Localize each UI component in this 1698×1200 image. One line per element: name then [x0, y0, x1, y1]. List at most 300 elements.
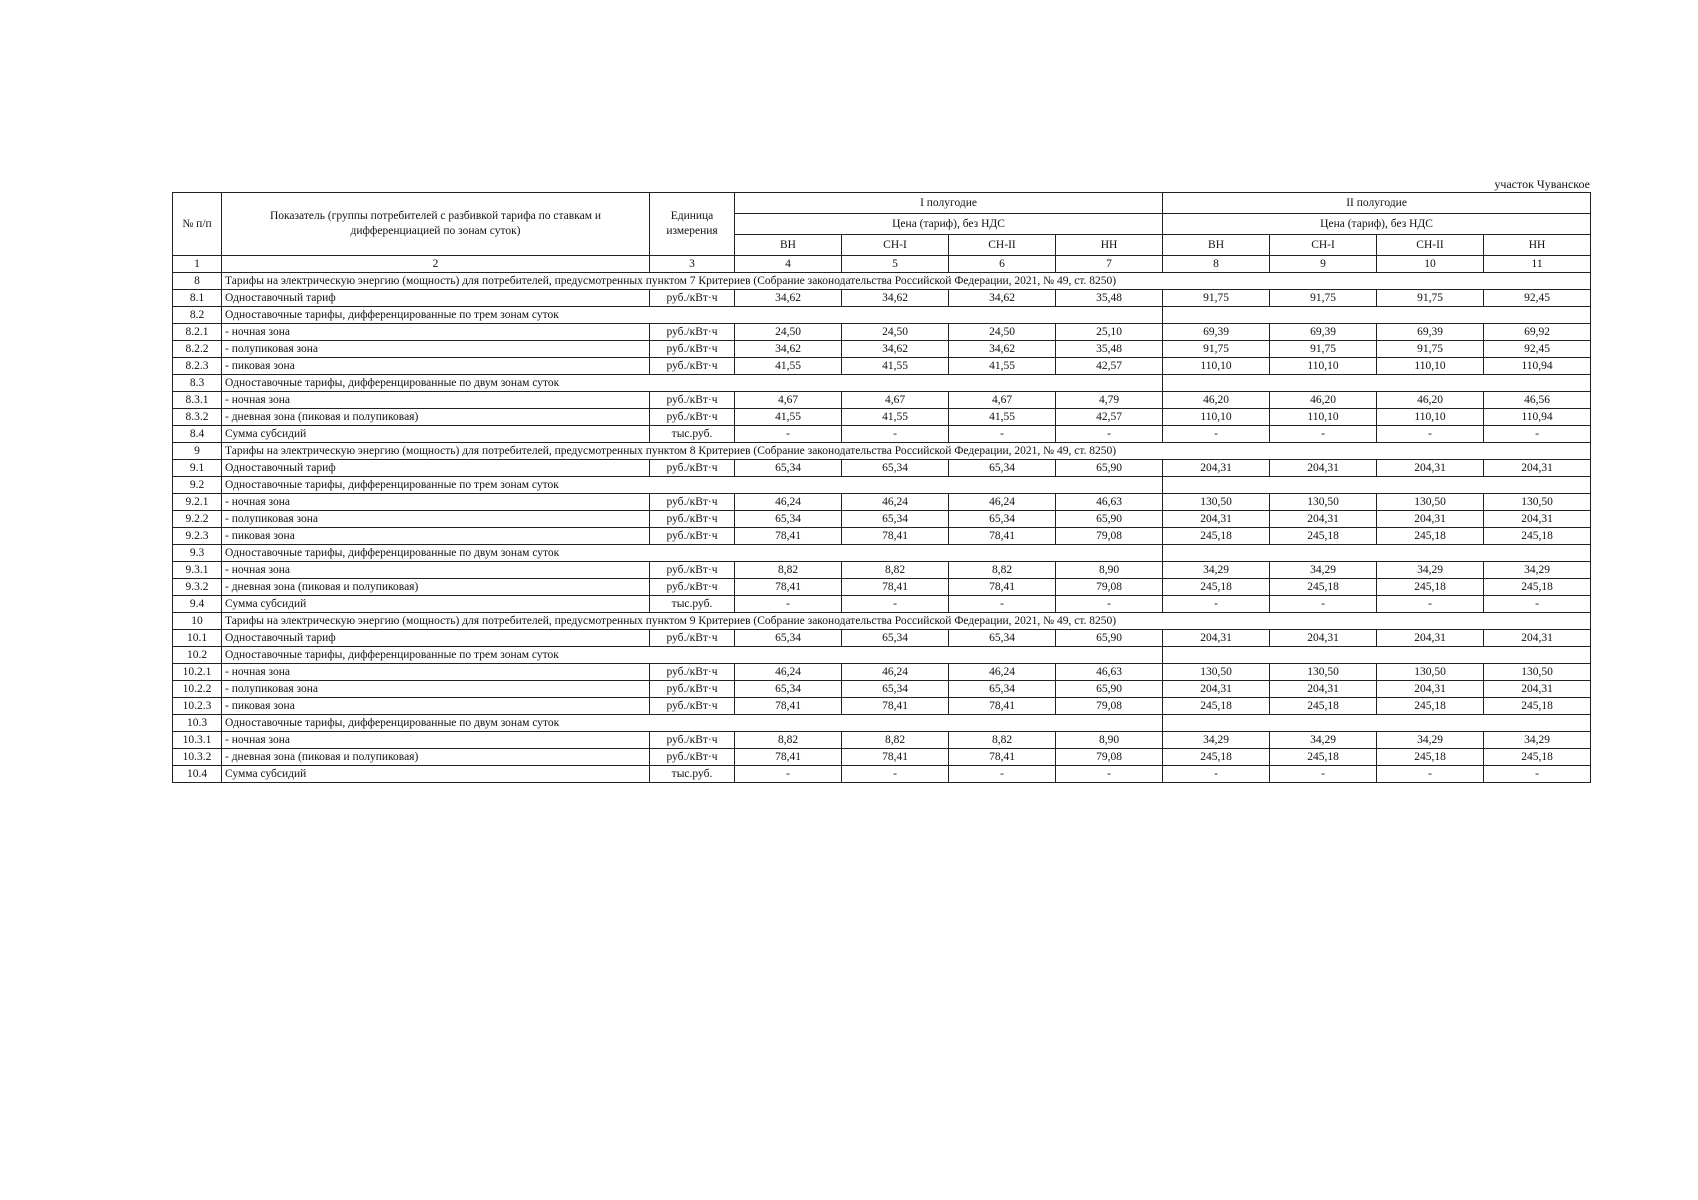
value-cell: 204,31 [1484, 681, 1591, 698]
value-cell: - [949, 426, 1056, 443]
value-cell: 34,29 [1163, 562, 1270, 579]
value-cell: 46,24 [842, 664, 949, 681]
row-label: - дневная зона (пиковая и полупиковая) [222, 749, 650, 766]
value-cell: - [1270, 596, 1377, 613]
value-cell: - [1163, 766, 1270, 783]
value-cell: 245,18 [1377, 528, 1484, 545]
value-cell: 65,34 [949, 511, 1056, 528]
value-cell: - [735, 426, 842, 443]
value-cell: - [735, 766, 842, 783]
value-cell: 78,41 [949, 749, 1056, 766]
table-body [173, 273, 1591, 783]
row-unit: руб./кВт·ч [650, 579, 735, 596]
value-cell: 204,31 [1163, 681, 1270, 698]
column-number: 10 [1377, 256, 1484, 273]
group-row [173, 307, 1591, 324]
table-row [173, 664, 1591, 681]
row-label: - дневная зона (пиковая и полупиковая) [222, 409, 650, 426]
table-row [173, 290, 1591, 307]
value-cell: - [1377, 766, 1484, 783]
value-cell: - [842, 426, 949, 443]
row-unit: руб./кВт·ч [650, 494, 735, 511]
row-unit: руб./кВт·ч [650, 698, 735, 715]
value-cell: 78,41 [735, 528, 842, 545]
value-cell: 91,75 [1163, 341, 1270, 358]
value-cell: 46,63 [1056, 494, 1163, 511]
value-cell: 91,75 [1270, 290, 1377, 307]
value-cell: 78,41 [842, 749, 949, 766]
value-cell: 41,55 [949, 358, 1056, 375]
empty-cell [1163, 307, 1591, 324]
row-unit: руб./кВт·ч [650, 358, 735, 375]
row-unit: руб./кВт·ч [650, 392, 735, 409]
header-level: СН-I [1270, 235, 1377, 256]
value-cell: 46,24 [735, 494, 842, 511]
row-number: 9.2.3 [173, 528, 222, 545]
value-cell: 204,31 [1484, 460, 1591, 477]
value-cell: 65,90 [1056, 681, 1163, 698]
header-num: № п/п [173, 193, 222, 256]
table-row [173, 426, 1591, 443]
row-label: - ночная зона [222, 324, 650, 341]
value-cell: 204,31 [1377, 630, 1484, 647]
table-row [173, 392, 1591, 409]
value-cell: 110,94 [1484, 358, 1591, 375]
value-cell: 245,18 [1484, 579, 1591, 596]
value-cell: - [842, 596, 949, 613]
row-label: - ночная зона [222, 664, 650, 681]
row-label: Тарифы на электрическую энергию (мощность) для потребителей, предусмотренных пунктом 8 Критериев (Собрание законодательства Российской Федерации, 2021, № 49, ст. 8250) [222, 443, 1591, 460]
value-cell: 79,08 [1056, 579, 1163, 596]
value-cell: 34,62 [735, 341, 842, 358]
value-cell: 245,18 [1163, 528, 1270, 545]
value-cell: 65,34 [735, 511, 842, 528]
value-cell: 204,31 [1377, 460, 1484, 477]
row-label: Одноставочные тарифы, дифференцированные по двум зонам суток [222, 375, 1163, 392]
row-label: Сумма субсидий [222, 426, 650, 443]
value-cell: - [842, 766, 949, 783]
row-number: 9.2 [173, 477, 222, 494]
value-cell: 204,31 [1270, 460, 1377, 477]
row-number: 9.3 [173, 545, 222, 562]
value-cell: - [1270, 766, 1377, 783]
column-number: 8 [1163, 256, 1270, 273]
value-cell: 65,90 [1056, 630, 1163, 647]
row-number: 10.1 [173, 630, 222, 647]
value-cell: 46,24 [842, 494, 949, 511]
row-unit: руб./кВт·ч [650, 732, 735, 749]
column-number: 1 [173, 256, 222, 273]
value-cell: 204,31 [1377, 511, 1484, 528]
value-cell: 34,29 [1270, 732, 1377, 749]
value-cell: - [1484, 596, 1591, 613]
value-cell: 245,18 [1163, 749, 1270, 766]
header-price-2: Цена (тариф), без НДС [1163, 214, 1591, 235]
empty-cell [1163, 715, 1591, 732]
value-cell: 130,50 [1484, 664, 1591, 681]
value-cell: 4,79 [1056, 392, 1163, 409]
value-cell: 78,41 [735, 579, 842, 596]
row-number: 8.2 [173, 307, 222, 324]
value-cell: 34,62 [842, 341, 949, 358]
header-level: НН [1056, 235, 1163, 256]
row-label: - полупиковая зона [222, 341, 650, 358]
row-label: Одноставочные тарифы, дифференцированные по трем зонам суток [222, 477, 1163, 494]
value-cell: 78,41 [949, 698, 1056, 715]
value-cell: 65,34 [949, 460, 1056, 477]
table-row [173, 596, 1591, 613]
value-cell: 110,94 [1484, 409, 1591, 426]
value-cell: 34,29 [1163, 732, 1270, 749]
value-cell: 4,67 [949, 392, 1056, 409]
value-cell: 245,18 [1270, 749, 1377, 766]
row-label: Сумма субсидий [222, 596, 650, 613]
value-cell: 110,10 [1270, 409, 1377, 426]
value-cell: 34,29 [1484, 562, 1591, 579]
value-cell: 34,29 [1377, 732, 1484, 749]
row-number: 9.3.1 [173, 562, 222, 579]
value-cell: 4,67 [842, 392, 949, 409]
value-cell: 42,57 [1056, 409, 1163, 426]
value-cell: 245,18 [1270, 528, 1377, 545]
value-cell: 65,34 [735, 630, 842, 647]
value-cell: 130,50 [1377, 494, 1484, 511]
value-cell: 4,67 [735, 392, 842, 409]
row-unit: руб./кВт·ч [650, 341, 735, 358]
value-cell: 46,63 [1056, 664, 1163, 681]
row-number: 8.1 [173, 290, 222, 307]
row-number: 10.3.1 [173, 732, 222, 749]
value-cell: 65,34 [949, 630, 1056, 647]
table-row [173, 630, 1591, 647]
value-cell: 78,41 [842, 579, 949, 596]
group-row [173, 715, 1591, 732]
value-cell: 34,29 [1484, 732, 1591, 749]
value-cell: 46,24 [949, 494, 1056, 511]
row-number: 8.3 [173, 375, 222, 392]
row-label: - пиковая зона [222, 698, 650, 715]
row-number: 9.2.1 [173, 494, 222, 511]
table-row [173, 732, 1591, 749]
value-cell: 65,34 [842, 681, 949, 698]
column-number: 4 [735, 256, 842, 273]
value-cell: 204,31 [1270, 630, 1377, 647]
value-cell: - [1377, 426, 1484, 443]
value-cell: 78,41 [949, 579, 1056, 596]
value-cell: 110,10 [1270, 358, 1377, 375]
row-number: 10 [173, 613, 222, 630]
value-cell: 65,34 [842, 460, 949, 477]
table-header [173, 193, 1591, 273]
row-label: - полупиковая зона [222, 681, 650, 698]
row-number: 10.2.3 [173, 698, 222, 715]
header-level: СН-II [949, 235, 1056, 256]
row-label: Одноставочные тарифы, дифференцированные по трем зонам суток [222, 307, 1163, 324]
value-cell: - [1484, 766, 1591, 783]
header-price-1: Цена (тариф), без НДС [735, 214, 1163, 235]
row-number: 10.4 [173, 766, 222, 783]
value-cell: 245,18 [1270, 579, 1377, 596]
row-number: 9.3.2 [173, 579, 222, 596]
value-cell: 65,34 [735, 681, 842, 698]
row-number: 10.3 [173, 715, 222, 732]
value-cell: 130,50 [1163, 664, 1270, 681]
row-label: - дневная зона (пиковая и полупиковая) [222, 579, 650, 596]
value-cell: - [1163, 596, 1270, 613]
value-cell: 69,92 [1484, 324, 1591, 341]
value-cell: 79,08 [1056, 698, 1163, 715]
value-cell: 8,82 [735, 732, 842, 749]
value-cell: 78,41 [949, 528, 1056, 545]
group-row [173, 375, 1591, 392]
value-cell: 78,41 [842, 698, 949, 715]
row-number: 9.1 [173, 460, 222, 477]
value-cell: 65,34 [842, 511, 949, 528]
value-cell: - [1163, 426, 1270, 443]
value-cell: 34,62 [735, 290, 842, 307]
row-label: - ночная зона [222, 562, 650, 579]
table-row [173, 409, 1591, 426]
row-unit: руб./кВт·ч [650, 630, 735, 647]
value-cell: 78,41 [735, 749, 842, 766]
value-cell: 24,50 [842, 324, 949, 341]
value-cell: 78,41 [735, 698, 842, 715]
table-row [173, 358, 1591, 375]
value-cell: 204,31 [1163, 630, 1270, 647]
value-cell: 8,82 [949, 562, 1056, 579]
value-cell: 46,56 [1484, 392, 1591, 409]
value-cell: 41,55 [842, 409, 949, 426]
row-number: 8.3.2 [173, 409, 222, 426]
row-label: - пиковая зона [222, 528, 650, 545]
row-number: 10.2 [173, 647, 222, 664]
value-cell: 41,55 [842, 358, 949, 375]
row-unit: тыс.руб. [650, 426, 735, 443]
value-cell: 204,31 [1163, 460, 1270, 477]
value-cell: 41,55 [949, 409, 1056, 426]
value-cell: 110,10 [1163, 358, 1270, 375]
value-cell: 204,31 [1270, 511, 1377, 528]
row-label: Тарифы на электрическую энергию (мощность) для потребителей, предусмотренных пунктом 9 Критериев (Собрание законодательства Российской Федерации, 2021, № 49, ст. 8250) [222, 613, 1591, 630]
table-row [173, 494, 1591, 511]
value-cell: - [1056, 426, 1163, 443]
value-cell: 8,82 [735, 562, 842, 579]
column-number: 5 [842, 256, 949, 273]
value-cell: 34,29 [1377, 562, 1484, 579]
value-cell: - [1270, 426, 1377, 443]
group-row [173, 477, 1591, 494]
column-number: 2 [222, 256, 650, 273]
value-cell: 65,34 [949, 681, 1056, 698]
row-number: 10.2.2 [173, 681, 222, 698]
row-unit: руб./кВт·ч [650, 290, 735, 307]
value-cell: 8,82 [949, 732, 1056, 749]
column-number: 9 [1270, 256, 1377, 273]
row-unit: руб./кВт·ч [650, 409, 735, 426]
empty-cell [1163, 545, 1591, 562]
value-cell: 79,08 [1056, 749, 1163, 766]
row-unit: руб./кВт·ч [650, 749, 735, 766]
value-cell: - [949, 596, 1056, 613]
value-cell: 8,82 [842, 732, 949, 749]
row-number: 9 [173, 443, 222, 460]
value-cell: 245,18 [1163, 698, 1270, 715]
row-label: Тарифы на электрическую энергию (мощность) для потребителей, предусмотренных пунктом 7 Критериев (Собрание законодательства Российской Федерации, 2021, № 49, ст. 8250) [222, 273, 1591, 290]
row-label: Одноставочные тарифы, дифференцированные по двум зонам суток [222, 545, 1163, 562]
header-level: СН-II [1377, 235, 1484, 256]
header-level: НН [1484, 235, 1591, 256]
row-unit: руб./кВт·ч [650, 511, 735, 528]
header-level: ВН [735, 235, 842, 256]
table-row [173, 579, 1591, 596]
section-row [173, 443, 1591, 460]
header-parameter: Показатель (группы потребителей с разбивкой тарифа по ставкам и дифференциацией по зонам суток) [222, 193, 650, 256]
value-cell: 8,82 [842, 562, 949, 579]
value-cell: 79,08 [1056, 528, 1163, 545]
table-row [173, 749, 1591, 766]
row-label: Одноставочный тариф [222, 290, 650, 307]
group-row [173, 545, 1591, 562]
header-half-1: I полугодие [735, 193, 1163, 214]
empty-cell [1163, 647, 1591, 664]
value-cell: 204,31 [1377, 681, 1484, 698]
value-cell: - [949, 766, 1056, 783]
tariff-table [172, 192, 1591, 783]
section-row [173, 613, 1591, 630]
row-label: - полупиковая зона [222, 511, 650, 528]
value-cell: 204,31 [1484, 511, 1591, 528]
value-cell: 69,39 [1377, 324, 1484, 341]
column-number: 11 [1484, 256, 1591, 273]
row-number: 9.2.2 [173, 511, 222, 528]
value-cell: 34,62 [842, 290, 949, 307]
row-unit: руб./кВт·ч [650, 562, 735, 579]
value-cell: - [1056, 596, 1163, 613]
header-level: СН-I [842, 235, 949, 256]
value-cell: 110,10 [1377, 409, 1484, 426]
value-cell: 41,55 [735, 358, 842, 375]
header-column-numbers [173, 256, 1591, 273]
row-number: 8.4 [173, 426, 222, 443]
table-row [173, 460, 1591, 477]
row-number: 10.2.1 [173, 664, 222, 681]
row-number: 10.3.2 [173, 749, 222, 766]
column-number: 7 [1056, 256, 1163, 273]
value-cell: 245,18 [1484, 528, 1591, 545]
value-cell: 8,90 [1056, 562, 1163, 579]
value-cell: 41,55 [735, 409, 842, 426]
group-row [173, 647, 1591, 664]
value-cell: 130,50 [1270, 494, 1377, 511]
value-cell: 42,57 [1056, 358, 1163, 375]
value-cell: 46,20 [1270, 392, 1377, 409]
row-label: Одноставочные тарифы, дифференцированные по двум зонам суток [222, 715, 1163, 732]
value-cell: 91,75 [1377, 341, 1484, 358]
value-cell: 24,50 [735, 324, 842, 341]
header-half-2: II полугодие [1163, 193, 1591, 214]
value-cell: 69,39 [1163, 324, 1270, 341]
value-cell: 65,90 [1056, 511, 1163, 528]
row-unit: руб./кВт·ч [650, 460, 735, 477]
value-cell: 130,50 [1163, 494, 1270, 511]
value-cell: 245,18 [1377, 749, 1484, 766]
value-cell: 91,75 [1163, 290, 1270, 307]
row-label: - ночная зона [222, 732, 650, 749]
row-unit: тыс.руб. [650, 766, 735, 783]
column-number: 6 [949, 256, 1056, 273]
row-number: 8.2.2 [173, 341, 222, 358]
value-cell: 245,18 [1484, 698, 1591, 715]
row-unit: руб./кВт·ч [650, 681, 735, 698]
value-cell: 110,10 [1377, 358, 1484, 375]
row-number: 8.2.3 [173, 358, 222, 375]
row-number: 8.2.1 [173, 324, 222, 341]
row-label: - пиковая зона [222, 358, 650, 375]
value-cell: 65,90 [1056, 460, 1163, 477]
value-cell: 92,45 [1484, 341, 1591, 358]
table-row [173, 324, 1591, 341]
row-label: Одноставочный тариф [222, 630, 650, 647]
row-label: Одноставочные тарифы, дифференцированные по трем зонам суток [222, 647, 1163, 664]
table-row [173, 341, 1591, 358]
table-row [173, 698, 1591, 715]
table-row [173, 511, 1591, 528]
column-number: 3 [650, 256, 735, 273]
table-row [173, 681, 1591, 698]
value-cell: 110,10 [1163, 409, 1270, 426]
table-row [173, 562, 1591, 579]
row-unit: руб./кВт·ч [650, 664, 735, 681]
value-cell: 130,50 [1270, 664, 1377, 681]
value-cell: 130,50 [1377, 664, 1484, 681]
header-level: ВН [1163, 235, 1270, 256]
empty-cell [1163, 375, 1591, 392]
value-cell: 92,45 [1484, 290, 1591, 307]
value-cell: 245,18 [1270, 698, 1377, 715]
value-cell: - [735, 596, 842, 613]
table-row [173, 766, 1591, 783]
value-cell: 65,34 [842, 630, 949, 647]
value-cell: 34,29 [1270, 562, 1377, 579]
value-cell: 35,48 [1056, 341, 1163, 358]
value-cell: 245,18 [1163, 579, 1270, 596]
value-cell: 204,31 [1484, 630, 1591, 647]
section-row [173, 273, 1591, 290]
row-number: 9.4 [173, 596, 222, 613]
site-label: участок Чуванское [1494, 177, 1590, 191]
empty-cell [1163, 477, 1591, 494]
value-cell: 69,39 [1270, 324, 1377, 341]
value-cell: - [1484, 426, 1591, 443]
value-cell: 34,62 [949, 290, 1056, 307]
value-cell: 204,31 [1270, 681, 1377, 698]
value-cell: 65,34 [735, 460, 842, 477]
row-unit: руб./кВт·ч [650, 528, 735, 545]
value-cell: 91,75 [1270, 341, 1377, 358]
row-label: - ночная зона [222, 392, 650, 409]
value-cell: 245,18 [1377, 579, 1484, 596]
value-cell: - [1377, 596, 1484, 613]
value-cell: 204,31 [1163, 511, 1270, 528]
value-cell: 78,41 [842, 528, 949, 545]
value-cell: 34,62 [949, 341, 1056, 358]
row-label: Сумма субсидий [222, 766, 650, 783]
value-cell: - [1056, 766, 1163, 783]
table-row [173, 528, 1591, 545]
value-cell: 245,18 [1484, 749, 1591, 766]
value-cell: 245,18 [1377, 698, 1484, 715]
value-cell: 46,20 [1163, 392, 1270, 409]
